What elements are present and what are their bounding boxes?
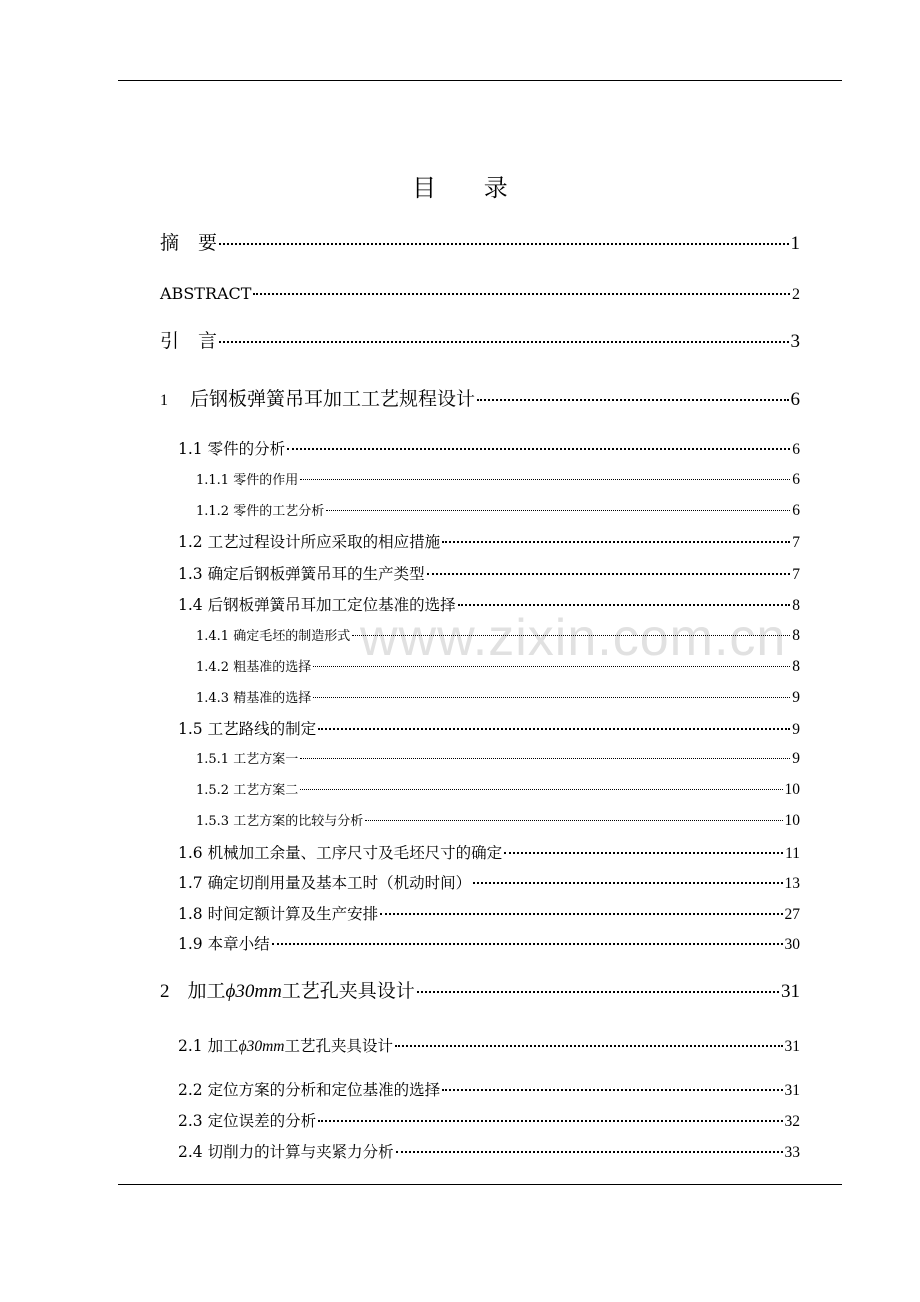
toc-label: 1.3 确定后钢板弹簧吊耳的生产类型 bbox=[178, 565, 425, 583]
toc-entry-abstract-cn[interactable] bbox=[160, 228, 800, 255]
leader-dots bbox=[272, 943, 783, 945]
leader-dots bbox=[417, 991, 779, 993]
toc-entry-1-5[interactable] bbox=[178, 717, 800, 739]
toc-entry-1-9[interactable] bbox=[178, 932, 800, 954]
toc-page: 33 bbox=[784, 1144, 800, 1161]
leader-dots bbox=[365, 820, 782, 821]
toc-page: 31 bbox=[784, 1038, 800, 1055]
leader-dots bbox=[380, 913, 782, 915]
toc-entry-2-4[interactable] bbox=[178, 1140, 800, 1162]
leader-dots bbox=[313, 697, 790, 698]
toc-label: 1.6 机械加工余量、工序尺寸及毛坯尺寸的确定 bbox=[178, 844, 503, 862]
toc-label: 引 言 bbox=[160, 330, 218, 352]
toc-page: 6 bbox=[792, 471, 800, 488]
toc-label: 1.5 工艺路线的制定 bbox=[178, 720, 317, 738]
leader-dots bbox=[253, 293, 790, 295]
leader-dots bbox=[318, 1120, 782, 1122]
leader-dots bbox=[318, 728, 790, 730]
toc-entry-1-8[interactable] bbox=[178, 902, 800, 924]
toc-label: 1.4.3 精基准的选择 bbox=[196, 691, 312, 706]
toc-label: 1.4 后钢板弹簧吊耳加工定位基准的选择 bbox=[178, 596, 456, 614]
toc-label: ABSTRACT bbox=[160, 284, 252, 303]
toc-entry-1-7[interactable] bbox=[178, 871, 800, 893]
toc-page: 7 bbox=[792, 566, 800, 583]
leader-dots bbox=[473, 882, 782, 884]
toc-page: 32 bbox=[784, 1113, 800, 1130]
toc-page: 9 bbox=[792, 721, 800, 738]
toc-page: 3 bbox=[790, 331, 800, 352]
toc-entry-1-5-2[interactable] bbox=[196, 779, 800, 799]
toc-page: 9 bbox=[792, 689, 800, 706]
leader-dots bbox=[352, 635, 790, 636]
toc-page: 2 bbox=[792, 286, 800, 303]
toc-entry-1-2[interactable] bbox=[178, 530, 800, 552]
toc-entry-1-4-1[interactable] bbox=[196, 625, 800, 645]
footer-rule bbox=[118, 1184, 842, 1185]
toc-entry-1-5-3[interactable] bbox=[196, 810, 800, 830]
toc-label: 1.8 时间定额计算及生产安排 bbox=[178, 905, 379, 923]
toc-label: 1.9 本章小结 bbox=[178, 935, 270, 953]
toc-entry-1-4-3[interactable] bbox=[196, 687, 800, 707]
toc-page: 10 bbox=[784, 812, 800, 829]
toc-page: 8 bbox=[792, 658, 800, 675]
leader-dots bbox=[477, 399, 788, 401]
toc-label: 1.5.2 工艺方案二 bbox=[196, 783, 299, 798]
leader-dots bbox=[219, 341, 788, 343]
toc-label: 2.4 切削力的计算与夹紧力分析 bbox=[178, 1143, 394, 1161]
toc-entry-2-3[interactable] bbox=[178, 1109, 800, 1131]
leader-dots bbox=[326, 510, 790, 511]
leader-dots bbox=[442, 1089, 782, 1091]
toc-entry-1-1-2[interactable] bbox=[196, 500, 800, 520]
toc-label: 1.1.2 零件的工艺分析 bbox=[196, 504, 325, 519]
toc-label: 摘 要 bbox=[160, 232, 218, 254]
toc-page: 7 bbox=[792, 534, 800, 551]
toc-label: 2 加工ϕ30mm工艺孔夹具设计 bbox=[160, 980, 415, 1002]
leader-dots bbox=[287, 448, 790, 450]
toc-entry-1-3[interactable] bbox=[178, 562, 800, 584]
toc-label: 1.7 确定切削用量及基本工时（机动时间） bbox=[178, 874, 472, 892]
toc-entry-1-6[interactable] bbox=[178, 841, 800, 863]
toc-page: 8 bbox=[792, 627, 800, 644]
leader-dots bbox=[504, 852, 783, 854]
watermark: www.zixin.com.cn bbox=[360, 609, 787, 667]
toc-label: 1.1.1 零件的作用 bbox=[196, 473, 299, 488]
toc-page: 30 bbox=[784, 936, 800, 953]
toc-page: 6 bbox=[790, 389, 800, 410]
toc-page: 9 bbox=[792, 750, 800, 767]
toc-entry-1-1-1[interactable] bbox=[196, 469, 800, 489]
toc-label: 1.1 零件的分析 bbox=[178, 440, 286, 458]
toc-page: 6 bbox=[792, 441, 800, 458]
toc-page: 8 bbox=[792, 597, 800, 614]
toc-page: 6 bbox=[792, 502, 800, 519]
toc-entry-1-1[interactable] bbox=[178, 437, 800, 459]
toc-entry-1-4-2[interactable] bbox=[196, 656, 800, 676]
leader-dots bbox=[395, 1045, 782, 1047]
leader-dots bbox=[300, 479, 790, 480]
leader-dots bbox=[300, 789, 782, 790]
toc-label: 1 后钢板弹簧吊耳加工工艺规程设计 bbox=[160, 388, 476, 410]
toc-label: 2.2 定位方案的分析和定位基准的选择 bbox=[178, 1081, 441, 1099]
toc-label: 2.3 定位误差的分析 bbox=[178, 1112, 317, 1130]
toc-entry-chapter-1[interactable] bbox=[160, 384, 800, 411]
toc-entry-1-4[interactable] bbox=[178, 593, 800, 615]
toc-label: 1.4.1 确定毛坯的制造形式 bbox=[196, 629, 351, 644]
toc-entry-chapter-2[interactable] bbox=[160, 976, 800, 1003]
leader-dots bbox=[219, 243, 788, 245]
toc-page: 27 bbox=[784, 906, 800, 923]
toc-label: 1.5.1 工艺方案一 bbox=[196, 752, 299, 767]
toc-entry-1-5-1[interactable] bbox=[196, 748, 800, 768]
toc-label: 1.4.2 粗基准的选择 bbox=[196, 660, 312, 675]
toc-label: 1.2 工艺过程设计所应采取的相应措施 bbox=[178, 533, 441, 551]
leader-dots bbox=[300, 758, 790, 759]
toc-page: 10 bbox=[784, 781, 800, 798]
leader-dots bbox=[427, 573, 791, 575]
toc-entry-introduction[interactable] bbox=[160, 326, 800, 353]
toc-entry-2-2[interactable] bbox=[178, 1078, 800, 1100]
leader-dots bbox=[396, 1151, 783, 1153]
leader-dots bbox=[442, 541, 790, 543]
toc-page: 13 bbox=[784, 875, 800, 892]
toc-label: 1.5.3 工艺方案的比较与分析 bbox=[196, 814, 364, 829]
toc-page: 1 bbox=[790, 233, 800, 254]
header-rule bbox=[118, 80, 842, 81]
toc-entry-abstract-en[interactable] bbox=[160, 284, 800, 304]
toc-label: 2.1 加工ϕ30mm工艺孔夹具设计 bbox=[178, 1037, 394, 1055]
toc-entry-2-1[interactable] bbox=[178, 1034, 800, 1056]
toc-title: 目 录 bbox=[412, 174, 528, 202]
toc-page: 11 bbox=[785, 845, 800, 862]
leader-dots bbox=[313, 666, 790, 667]
toc-page: 31 bbox=[781, 981, 800, 1002]
toc-page: 31 bbox=[784, 1082, 800, 1099]
leader-dots bbox=[458, 604, 791, 606]
